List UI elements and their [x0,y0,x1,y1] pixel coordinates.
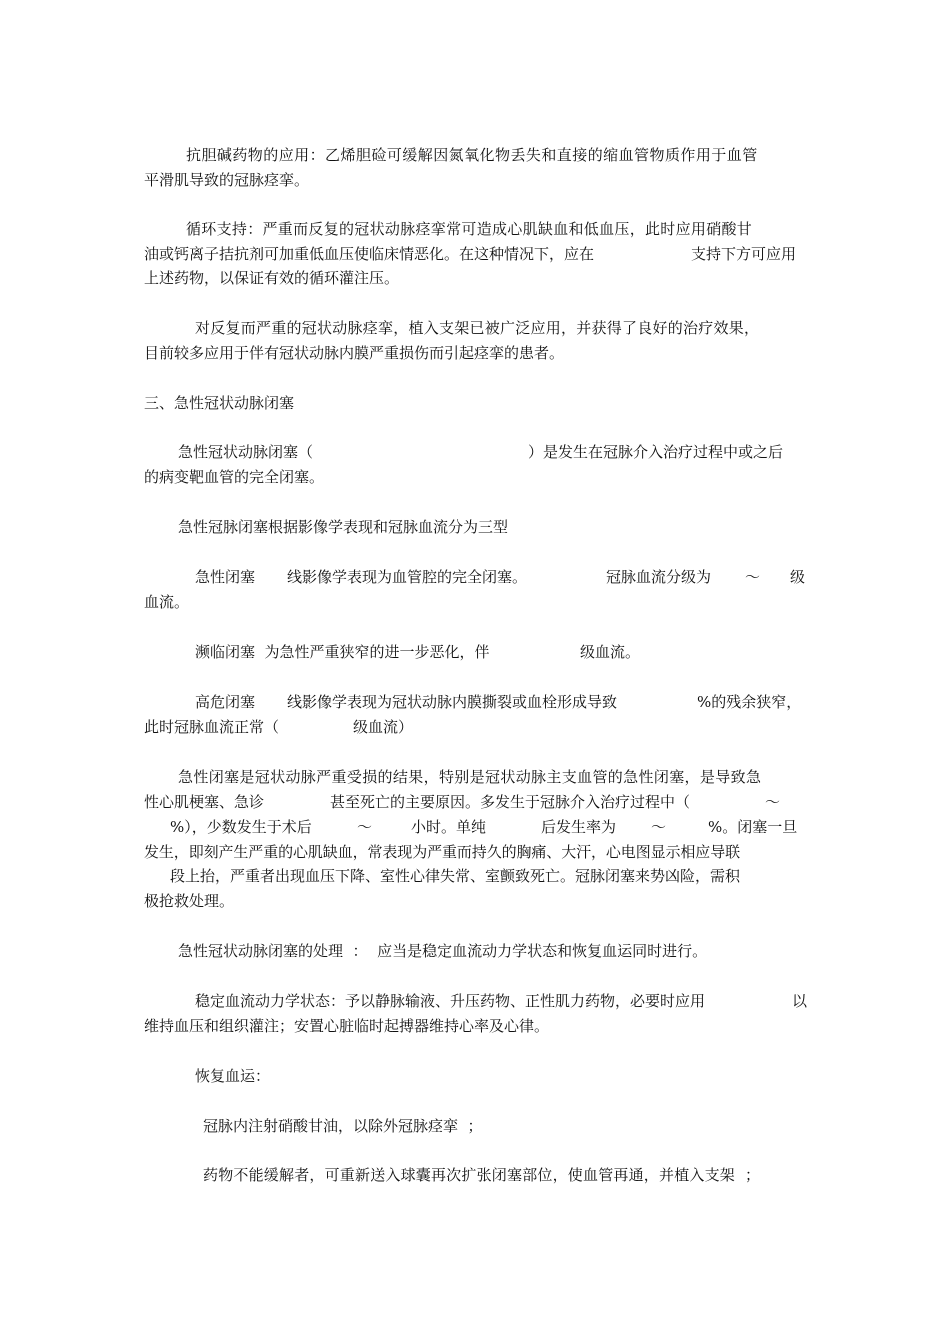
text-line: 目前较多应用于伴有冠状动脉内膜严重损伤而引起痉挛的患者。 [144,344,565,362]
text-line: 高危闭塞 [195,693,256,711]
text-line: 药物不能缓解者，可重新送入球囊再次扩张闭塞部位，使血管再通，并植入支架 ； [203,1166,761,1184]
text-line: 的病变靶血管的完全闭塞。 [144,468,325,486]
text-line: ～ [357,818,373,836]
text-line: 濒临闭塞 为急性严重狭窄的进一步恶化，伴 [195,643,490,661]
text-line: 恢复血运： [195,1067,271,1085]
text-line: 线影像学表现为血管腔的完全闭塞。 [287,568,528,586]
text-line: 小时。单纯 [411,818,487,836]
section-heading: 三、急性冠状动脉闭塞 [144,394,295,412]
text-line: 平滑肌导致的冠脉痉挛。 [144,171,310,189]
text-line: 上述药物，以保证有效的循环灌注压。 [144,269,400,287]
text-line: ～ [651,818,667,836]
text-line: 急性冠状动脉闭塞的处理 ： 应当是稳定血流动力学状态和恢复血运同时进行。 [178,942,708,960]
text-line: 急性闭塞是冠状动脉严重受损的结果，特别是冠状动脉主支血管的急性闭塞，是导致急 [178,768,762,786]
text-line: 支持下方可应用 [691,245,797,263]
text-line: 甚至死亡的主要原因。多发生于冠脉介入治疗过程中（ [330,793,691,811]
text-line: ～ [745,568,761,586]
text-line: 维持血压和组织灌注；安置心脏临时起搏器维持心率及心律。 [144,1017,550,1035]
text-line: %），少数发生于术后 [170,818,312,836]
text-line: 抗胆碱药物的应用：乙烯胆硷可缓解因氮氧化物丢失和直接的缩血管物质作用于血管 [186,146,758,164]
text-line: 极抢救处理。 [144,892,235,910]
text-line: 级血流） [353,718,414,736]
text-line: 对反复而严重的冠状动脉痉挛，植入支架已被广泛应用，并获得了良好的治疗效果， [195,319,760,337]
text-line: 冠脉血流分级为 [606,568,712,586]
text-line: 急性冠脉闭塞根据影像学表现和冠脉血流分为三型 [178,518,509,536]
text-line: 性心肌梗塞、急诊 [144,793,265,811]
text-line: %的残余狭窄， [697,693,802,711]
text-line: 血流。 [144,593,190,611]
text-line: 后发生率为 [541,818,617,836]
text-line: 级血流。 [580,643,641,661]
text-line: 段上抬，严重者出现血压下降、室性心律失常、室颤致死亡。冠脉闭塞来势凶险，需积 [170,867,741,885]
text-line: 级 [790,568,806,586]
text-line: 油或钙离子拮抗剂可加重低血压使临床情恶化。在这种情况下，应在 [144,245,595,263]
text-line: ～ [765,793,781,811]
text-line: 此时冠脉血流正常（ [144,718,280,736]
text-line: 循环支持：严重而反复的冠状动脉痉挛常可造成心肌缺血和低血压，此时应用硝酸甘 [186,220,753,238]
text-line: 线影像学表现为冠状动脉内膜撕裂或血栓形成导致 [287,693,618,711]
text-line: 冠脉内注射硝酸甘油，以除外冠脉痉挛 ； [203,1117,483,1135]
text-line: 急性闭塞 [195,568,256,586]
text-line: 急性冠状动脉闭塞（ [178,443,314,461]
text-line: 以 [792,992,808,1010]
text-line: 稳定血流动力学状态：予以静脉输液、升压药物、正性肌力药物，必要时应用 [195,992,706,1010]
text-line: %。闭塞一旦 [708,818,798,836]
text-line: ）是发生在冠脉介入治疗过程中或之后 [528,443,784,461]
text-line: 发生，即刻产生严重的心肌缺血，常表现为严重而持久的胸痛、大汗，心电图显示相应导联 [144,843,741,861]
